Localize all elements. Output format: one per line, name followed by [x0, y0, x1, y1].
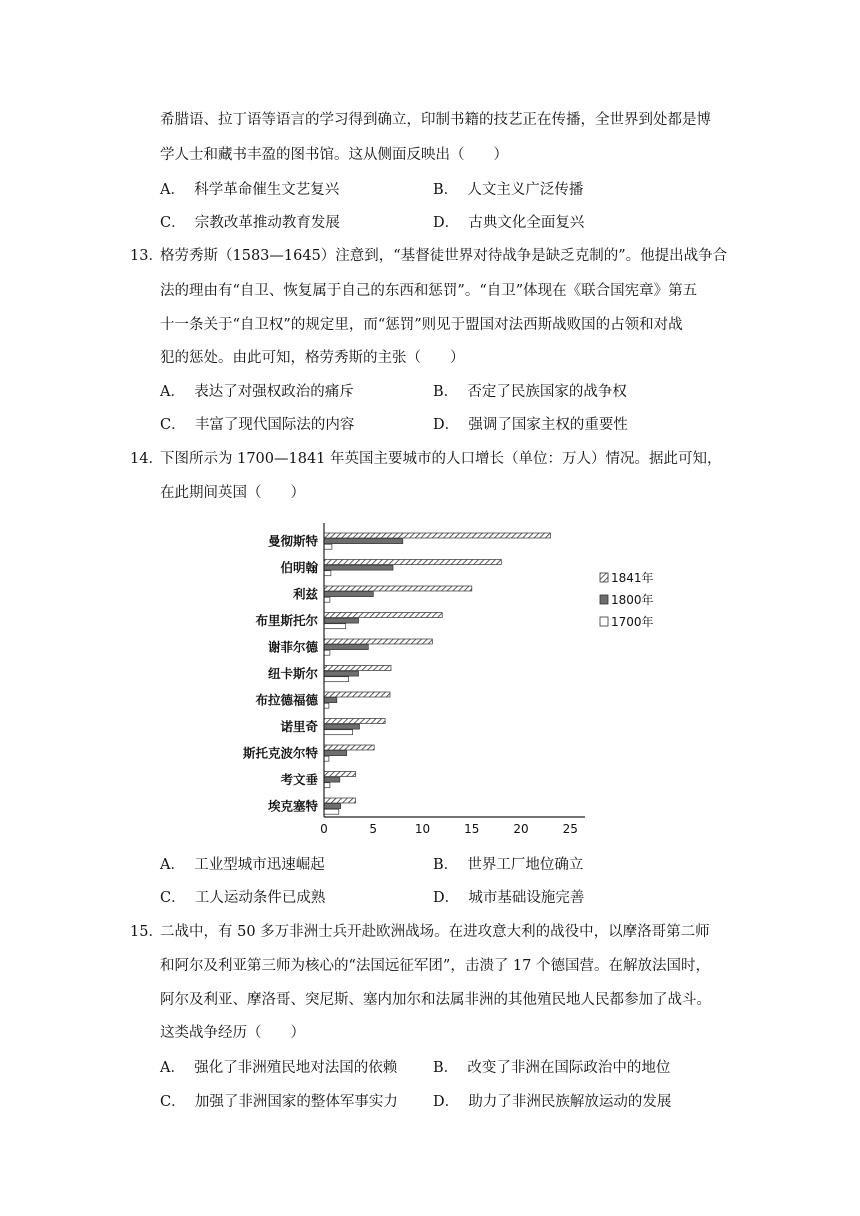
legend-label: 1700年	[611, 615, 654, 629]
q13-line-3: 十一条关于“自卫权”的规定里，而“惩罚”则见于盟国对法西斯战败国的占领和对战	[160, 317, 683, 333]
q15-option-b[interactable]: B． 改变了非洲在国际政治中的地位	[433, 1060, 671, 1076]
q14-line-2: 在此期间英国（ ）	[160, 485, 305, 501]
bar-1700年	[324, 809, 339, 814]
bar-1800年	[324, 751, 347, 756]
q15-line-4: 这类战争经历（ ）	[160, 1025, 305, 1041]
category-label: 斯托克波尔特	[242, 745, 318, 761]
q13-option-a[interactable]: A． 表达了对强权政治的痛斥	[160, 384, 354, 400]
bar-1841年	[324, 798, 356, 803]
bar-1841年	[324, 533, 551, 538]
q15-number: 15．	[130, 924, 163, 940]
category-label: 布里斯托尔	[255, 612, 318, 628]
bar-1700年	[324, 597, 330, 602]
bar-1800年	[324, 565, 393, 570]
q13-line-4: 犯的惩处。由此可知，格劳秀斯的主张（ ）	[160, 350, 465, 366]
q12-option-d[interactable]: D． 古典文化全面复兴	[433, 215, 585, 231]
bar-1800年	[324, 671, 359, 676]
bar-1841年	[324, 719, 385, 724]
bar-1841年	[324, 772, 356, 777]
x-tick-label: 10	[414, 822, 431, 836]
bar-1800年	[324, 804, 341, 809]
category-label: 诺里奇	[280, 718, 318, 734]
bar-1800年	[324, 777, 340, 782]
q15-line-2: 和阿尔及利亚第三师为核心的“法国远征军团”，击溃了 17 个德国营。在解放法国时，	[160, 958, 710, 974]
bar-1800年	[324, 724, 360, 729]
q13-number: 13．	[130, 248, 163, 264]
legend-swatch	[600, 595, 608, 604]
bar-1700年	[324, 730, 353, 735]
q14-number: 14．	[130, 451, 163, 467]
bar-1800年	[324, 539, 403, 544]
q15-option-c[interactable]: C． 加强了非洲国家的整体军事实力	[160, 1094, 398, 1110]
legend-label: 1841年	[611, 571, 654, 585]
q13-line-2: 法的理由有“自卫、恢复属于自己的东西和惩罚”。“自卫”体现在《联合国宪章》第五	[160, 283, 698, 299]
q13-option-b[interactable]: B． 否定了民族国家的战争权	[433, 384, 627, 400]
bar-1700年	[324, 756, 329, 761]
q12-option-b[interactable]: B． 人文主义广泛传播	[433, 182, 584, 198]
bar-1841年	[324, 745, 374, 750]
bar-1841年	[324, 586, 472, 591]
bar-1800年	[324, 592, 373, 597]
category-label: 布拉德福德	[255, 692, 318, 708]
q14-option-b[interactable]: B． 世界工厂地位确立	[433, 857, 584, 873]
q14-option-c[interactable]: C． 工人运动条件已成熟	[160, 890, 326, 906]
category-label: 利兹	[292, 586, 318, 602]
bar-1700年	[324, 624, 346, 629]
q15-option-d[interactable]: D． 助力了非洲民族解放运动的发展	[433, 1094, 672, 1110]
bar-1800年	[324, 645, 368, 650]
q12-option-c[interactable]: C． 宗教改革推动教育发展	[160, 215, 340, 231]
bar-1800年	[324, 618, 359, 623]
bar-1700年	[324, 650, 330, 655]
q13-option-c[interactable]: C． 丰富了现代国际法的内容	[160, 417, 355, 433]
bar-1841年	[324, 639, 432, 644]
q14-option-d[interactable]: D． 城市基础设施完善	[433, 890, 585, 906]
q13-option-d[interactable]: D． 强调了国家主权的重要性	[433, 417, 628, 433]
q15-option-a[interactable]: A． 强化了非洲殖民地对法国的依赖	[160, 1060, 398, 1076]
bar-1841年	[324, 560, 501, 565]
x-tick-label: 15	[464, 822, 480, 836]
x-tick-label: 0	[320, 822, 328, 836]
q15-line-3: 阿尔及利亚、摩洛哥、突尼斯、塞内加尔和法属非洲的其他殖民地人民都参加了战斗。	[160, 992, 711, 1008]
category-label: 考文垂	[280, 771, 318, 787]
category-label: 埃克塞特	[267, 798, 318, 814]
q15-line-1: 二战中，有 50 多万非洲士兵开赴欧洲战场。在进攻意大利的战役中，以摩洛哥第二师	[160, 924, 710, 940]
x-tick-label: 20	[513, 822, 529, 836]
bar-1800年	[324, 698, 337, 703]
bar-1700年	[324, 544, 332, 549]
q13-line-1: 格劳秀斯（1583—1645）注意到，“基督徒世界对待战争是缺乏克制的”。他提出战争合	[160, 248, 728, 264]
bar-1700年	[324, 571, 331, 576]
legend-swatch	[600, 573, 608, 582]
category-label: 纽卡斯尔	[267, 665, 318, 681]
legend-swatch	[600, 617, 608, 626]
category-label: 伯明翰	[280, 559, 318, 575]
bar-1700年	[324, 783, 330, 788]
bar-1700年	[324, 677, 349, 682]
population-bar-chart	[200, 515, 680, 845]
q12-line-2: 学人士和藏书丰盈的图书馆。这从侧面反映出（ ）	[160, 147, 508, 163]
q14-option-a[interactable]: A． 工业型城市迅速崛起	[160, 857, 325, 873]
q14-line-1: 下图所示为 1700—1841 年英国主要城市的人口增长（单位：万人）情况。据此可知，	[160, 451, 722, 467]
bar-1700年	[324, 703, 329, 708]
bar-1841年	[324, 692, 390, 697]
q12-line-1: 希腊语、拉丁语等语言的学习得到确立，印制书籍的技艺正在传播，全世界到处都是博	[160, 112, 711, 128]
category-label: 曼彻斯特	[267, 533, 318, 549]
x-tick-label: 5	[369, 822, 378, 836]
bar-1841年	[324, 666, 391, 671]
category-label: 谢菲尔德	[267, 639, 318, 655]
x-tick-label: 25	[562, 822, 578, 836]
q12-option-a[interactable]: A． 科学革命催生文艺复兴	[160, 182, 340, 198]
bar-1841年	[324, 613, 442, 618]
legend-label: 1800年	[611, 593, 654, 607]
